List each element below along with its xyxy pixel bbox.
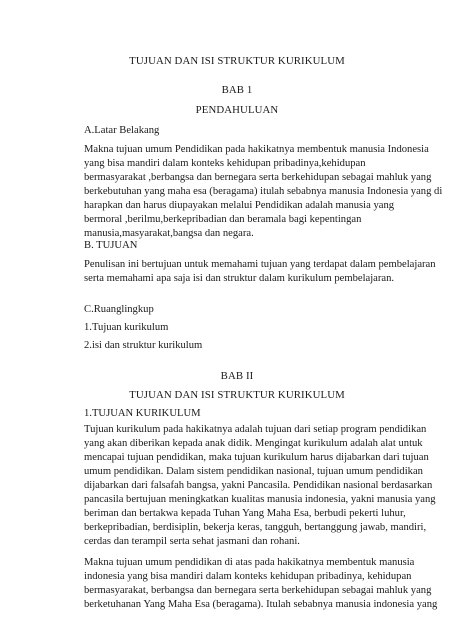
- paragraph-line: beriman dan bertakwa kepada Tuhan Yang Maha Esa, berbudi pekerti luhur,: [84, 508, 406, 519]
- paragraph-line: yang bisa mandiri dalam konteks kehidupan pribadinya,kehidupan: [84, 158, 366, 169]
- list-item: 1.Tujuan kurikulum: [84, 322, 169, 333]
- paragraph-line: berkebutuhan yang maha esa (beragama) itulah sebabnya manusia Indonesia yang di: [84, 186, 443, 197]
- bab1-heading: PENDAHULUAN: [195, 104, 279, 116]
- paragraph-line: umum pendidikan. Dalam sistem pendidikan nasional, tujuan umum pendidikan: [84, 466, 423, 477]
- paragraph-line: cerdas dan terampil serta sehat jasmani dan rohani.: [84, 536, 300, 547]
- tujuan-kurikulum-heading: 1.TUJUAN KURIKULUM: [84, 408, 201, 419]
- paragraph-line: dijabarkan dari falsafah bangsa, yakni Pancasila. Pendidikan nasional berdasarkan: [84, 480, 433, 491]
- paragraph-line: Penulisan ini bertujuan untuk memahami tujuan yang terdapat dalam pembelajaran: [84, 259, 436, 270]
- paragraph-line: Makna tujuan umum Pendidikan pada hakikatnya membentuk manusia Indonesia: [84, 144, 429, 155]
- latar-belakang-heading: A.Latar Belakang: [84, 125, 160, 136]
- paragraph-line: mencapai tujuan pendidikan, maka tujuan kurikulum harus dijabarkan dari tujuan: [84, 452, 429, 463]
- paragraph-line: berketuhanan Yang Maha Esa (beragama). Itulah sebabnya manusia indonesia yang: [84, 599, 438, 610]
- bab1-label: BAB 1: [221, 84, 253, 96]
- paragraph-line: bermasyarakat ,berbangsa dan bernegara serta berkehidupan sebagai mahluk yang: [84, 172, 432, 183]
- paragraph-line: berkepribadian, berdisiplin, bekerja keras, tangguh, bertanggung jawab, mandiri,: [84, 522, 427, 533]
- list-item: 2.isi dan struktur kurikulum: [84, 340, 203, 351]
- paragraph-line: bermoral ,berilmu,berkepribadian dan beramala bagi kepentingan: [84, 214, 362, 225]
- paragraph-line: yang akan diberikan kepada anak didik. Mengingat kurikulum adalah alat untuk: [84, 438, 423, 449]
- paragraph-line: pancasila bertujuan meningkatkan kualitas manusia indonesia, yakni manusia yang: [84, 494, 436, 505]
- paragraph-line: Makna tujuan umum pendidikan di atas pada hakikatnya membentuk manusia: [84, 557, 415, 568]
- paragraph-line: manusia,masyarakat,bangsa dan negara.: [84, 228, 254, 239]
- paragraph-line: indonesia yang bisa mandiri dalam konteks kehidupan pribadinya, kehidupan: [84, 571, 412, 582]
- bab2-heading: TUJUAN DAN ISI STRUKTUR KURIKULUM: [129, 389, 345, 401]
- paragraph-line: bermasyarakat, berbangsa dan bernegara serta berkehidupan sebagai mahluk yang: [84, 585, 432, 596]
- paragraph-line: Tujuan kurikulum pada hakikatnya adalah tujuan dari setiap program pendidikan: [84, 424, 427, 435]
- document-title: TUJUAN DAN ISI STRUKTUR KURIKULUM: [129, 55, 345, 67]
- ruanglingkup-heading: C.Ruanglingkup: [84, 304, 154, 315]
- paragraph-line: serta memahami apa saja isi dan struktur dalam kurikulum pembelajaran.: [84, 273, 395, 284]
- bab2-label: BAB II: [220, 370, 254, 382]
- paragraph-line: harapkan dan harus diupayakan melalui Pendidikan adalah manusia yang: [84, 200, 395, 211]
- tujuan-heading: B. TUJUAN: [84, 240, 138, 251]
